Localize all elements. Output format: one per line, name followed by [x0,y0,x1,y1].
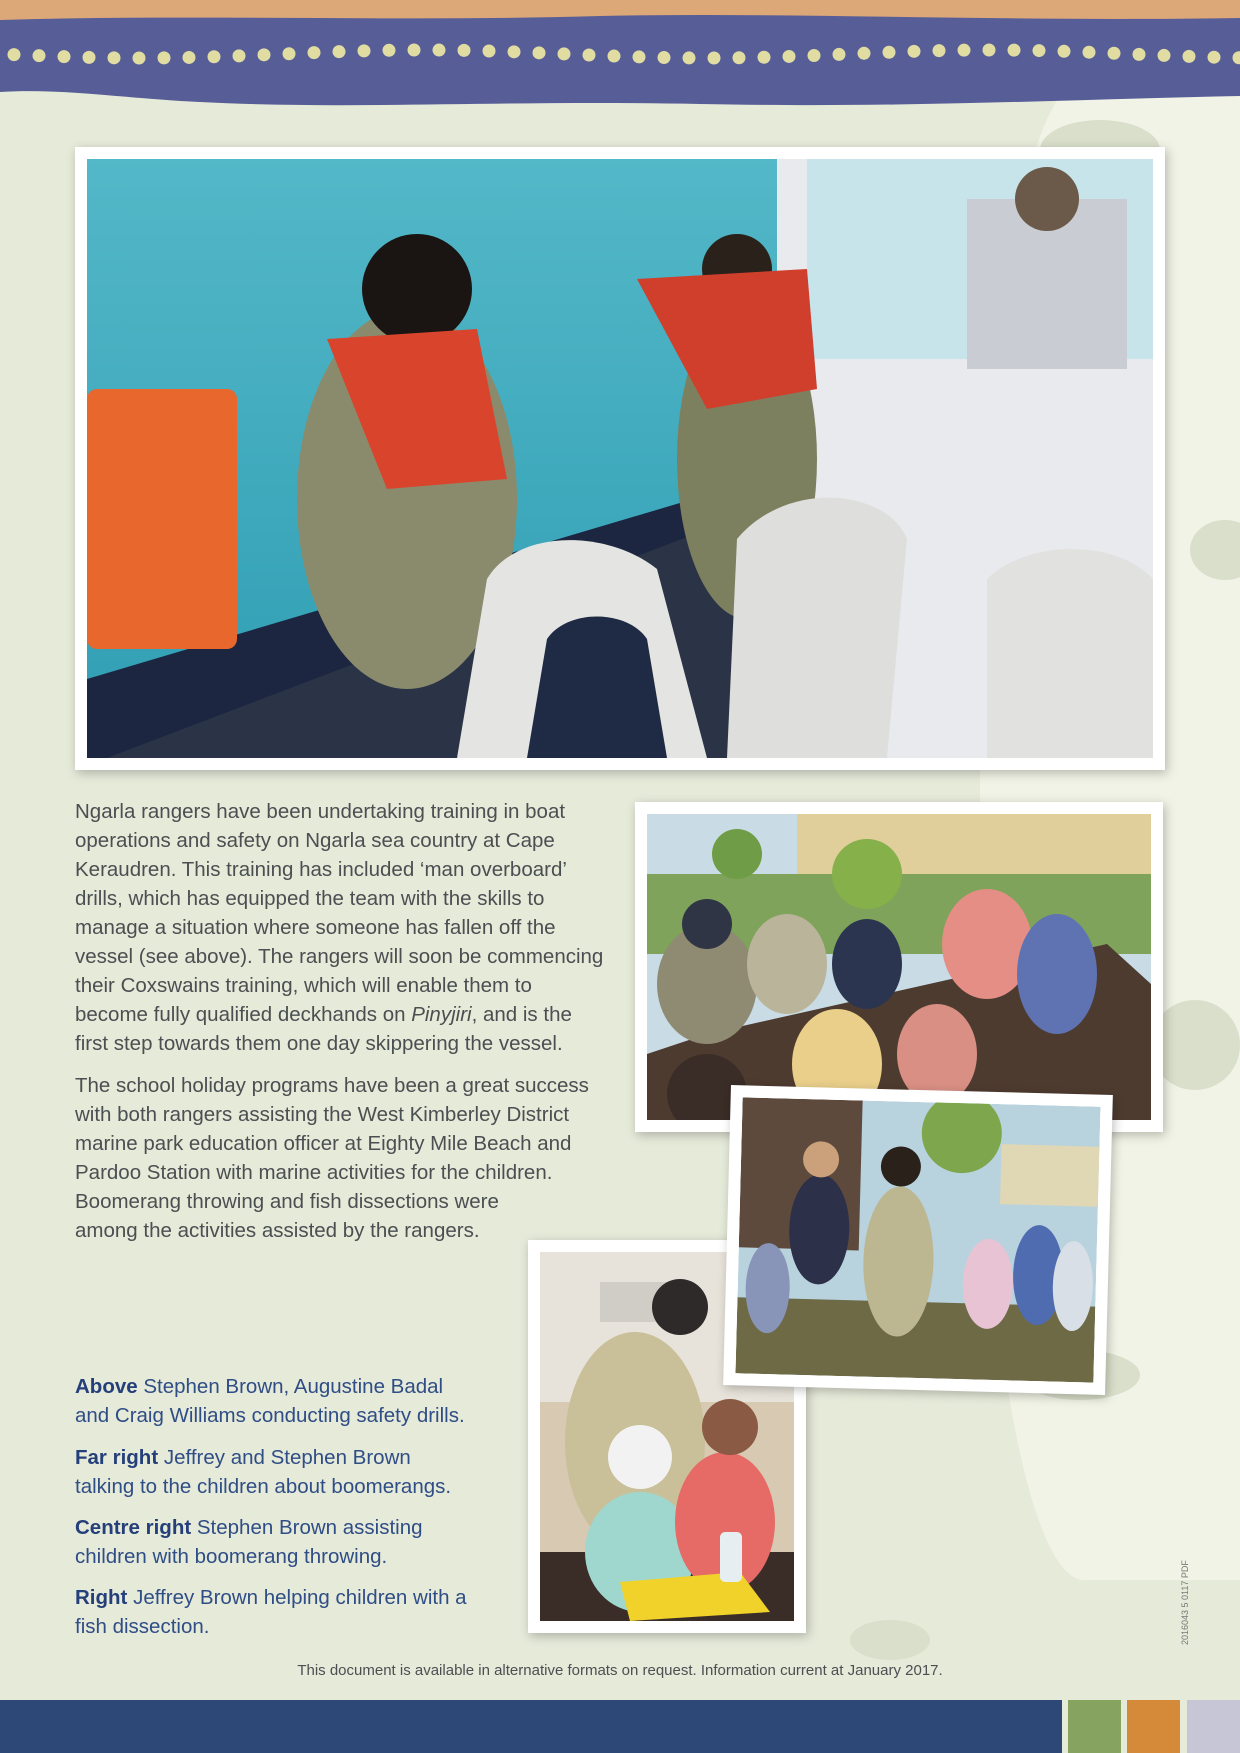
band-dot [708,51,721,64]
band-dot [1008,44,1021,57]
band-dot [633,50,646,63]
band-dot [908,45,921,58]
band-dot [258,48,271,61]
caption-label: Far right [75,1446,159,1469]
band-dot [58,50,71,63]
text-line: become fully qualified deckhands on [75,1003,412,1026]
band-dot [133,51,146,64]
band-dot [1083,46,1096,59]
band-dot [208,50,221,63]
band-dot [883,46,896,59]
caption-text: children with boomerang throwing. [75,1545,388,1568]
band-dot [1208,51,1221,64]
band-dot [958,44,971,57]
main-photo-frame [75,147,1165,770]
band-dot [508,45,521,58]
footer-square-lavender [1187,1700,1240,1753]
bottom-bar [0,1700,1062,1753]
band-dot [1133,48,1146,61]
text-line: Boomerang throwing and fish dissections were [75,1190,499,1213]
text-line: first step towards them one day skippering the vessel. [75,1032,563,1055]
caption-above [75,1372,495,1430]
band-dot [1033,44,1046,57]
document-code: 2016043 5 0117 PDF [1180,1560,1190,1645]
boomerang-throwing-photo [735,1097,1100,1382]
band-dot [783,50,796,63]
caption-label: Above [75,1375,138,1398]
band-dot [433,44,446,57]
band-dot [1158,49,1171,62]
band-dot [483,44,496,57]
band-dot [408,44,421,57]
band-dot [158,51,171,64]
caption-label: Centre right [75,1516,192,1539]
vessel-name: Pinyjiri [411,1003,472,1026]
band-dot [283,47,296,60]
caption-text: Jeffrey Brown helping children with a [127,1586,467,1609]
band-dot [983,44,996,57]
band-dot [658,51,671,64]
band-dot [358,44,371,57]
centre-right-photo-frame [723,1085,1113,1395]
text-line: with both rangers assisting the West Kimberley District [75,1103,570,1126]
band-dot [808,49,821,62]
band-dot [1183,50,1196,63]
far-right-photo-frame [635,802,1163,1132]
band-dot [583,49,596,62]
band-dot [383,44,396,57]
top-dotted-band [0,0,1240,110]
caption-text: Stephen Brown assisting [191,1516,423,1539]
text-line: marine park education officer at Eighty Mile Beach and [75,1132,572,1155]
text-line: Ngarla rangers have been undertaking training in boat [75,800,566,823]
caption-text: talking to the children about boomerangs. [75,1475,452,1498]
band-dot [1058,45,1071,58]
footer-square-green [1068,1700,1121,1753]
band-dot [183,51,196,64]
text-line: among the activities assisted by the rangers. [75,1219,480,1242]
background-pattern [1150,1000,1240,1090]
band-dot [333,45,346,58]
caption-far-right [75,1443,495,1501]
band-dot [308,46,321,59]
band-dot [858,47,871,60]
text-line: The school holiday programs have been a great success [75,1074,589,1097]
band-dot [533,46,546,59]
band-dot [83,51,96,64]
text-line: drills, which has equipped the team with the skills to [75,887,545,910]
text-line: operations and safety on Ngarla sea country at Cape [75,829,555,852]
band-dot [108,51,121,64]
band-dot [8,48,21,61]
training-paragraph [75,797,603,1058]
band-dot [608,50,621,63]
band-dot [233,49,246,62]
text-line: , and is the [471,1003,572,1026]
caption-label: Right [75,1586,128,1609]
band-dot [1108,47,1121,60]
band-dot [758,51,771,64]
band-dot [33,49,46,62]
school-holiday-paragraph [75,1071,589,1245]
caption-text: fish dissection. [75,1615,210,1638]
band-dot [833,48,846,61]
band-dot [933,44,946,57]
band-dot [558,47,571,60]
text-line: vessel (see above). The rangers will soon be commencing [75,945,604,968]
caption-text: Stephen Brown, Augustine Badal [137,1375,444,1398]
text-line: Keraudren. This training has included ‘man overboard’ [75,858,567,881]
footer-square-orange [1127,1700,1180,1753]
background-pattern [850,1620,930,1660]
caption-text: and Craig Williams conducting safety drills. [75,1404,465,1427]
text-line: manage a situation where someone has fallen off the [75,916,556,939]
text-line: their Coxswains training, which will enable them to [75,974,532,997]
band-dot [733,51,746,64]
band-dot [683,51,696,64]
rangers-talking-to-children-photo [647,814,1151,1120]
text-line: Pardoo Station with marine activities for the children. [75,1161,553,1184]
caption-centre-right [75,1513,495,1571]
boat-crew-safety-drill-photo [87,159,1153,758]
caption-text: Jeffrey and Stephen Brown [158,1446,411,1469]
caption-right [75,1583,495,1641]
band-dot [458,44,471,57]
footer-note: This document is available in alternative formats on request. Information current at January 2017. [297,1662,943,1679]
